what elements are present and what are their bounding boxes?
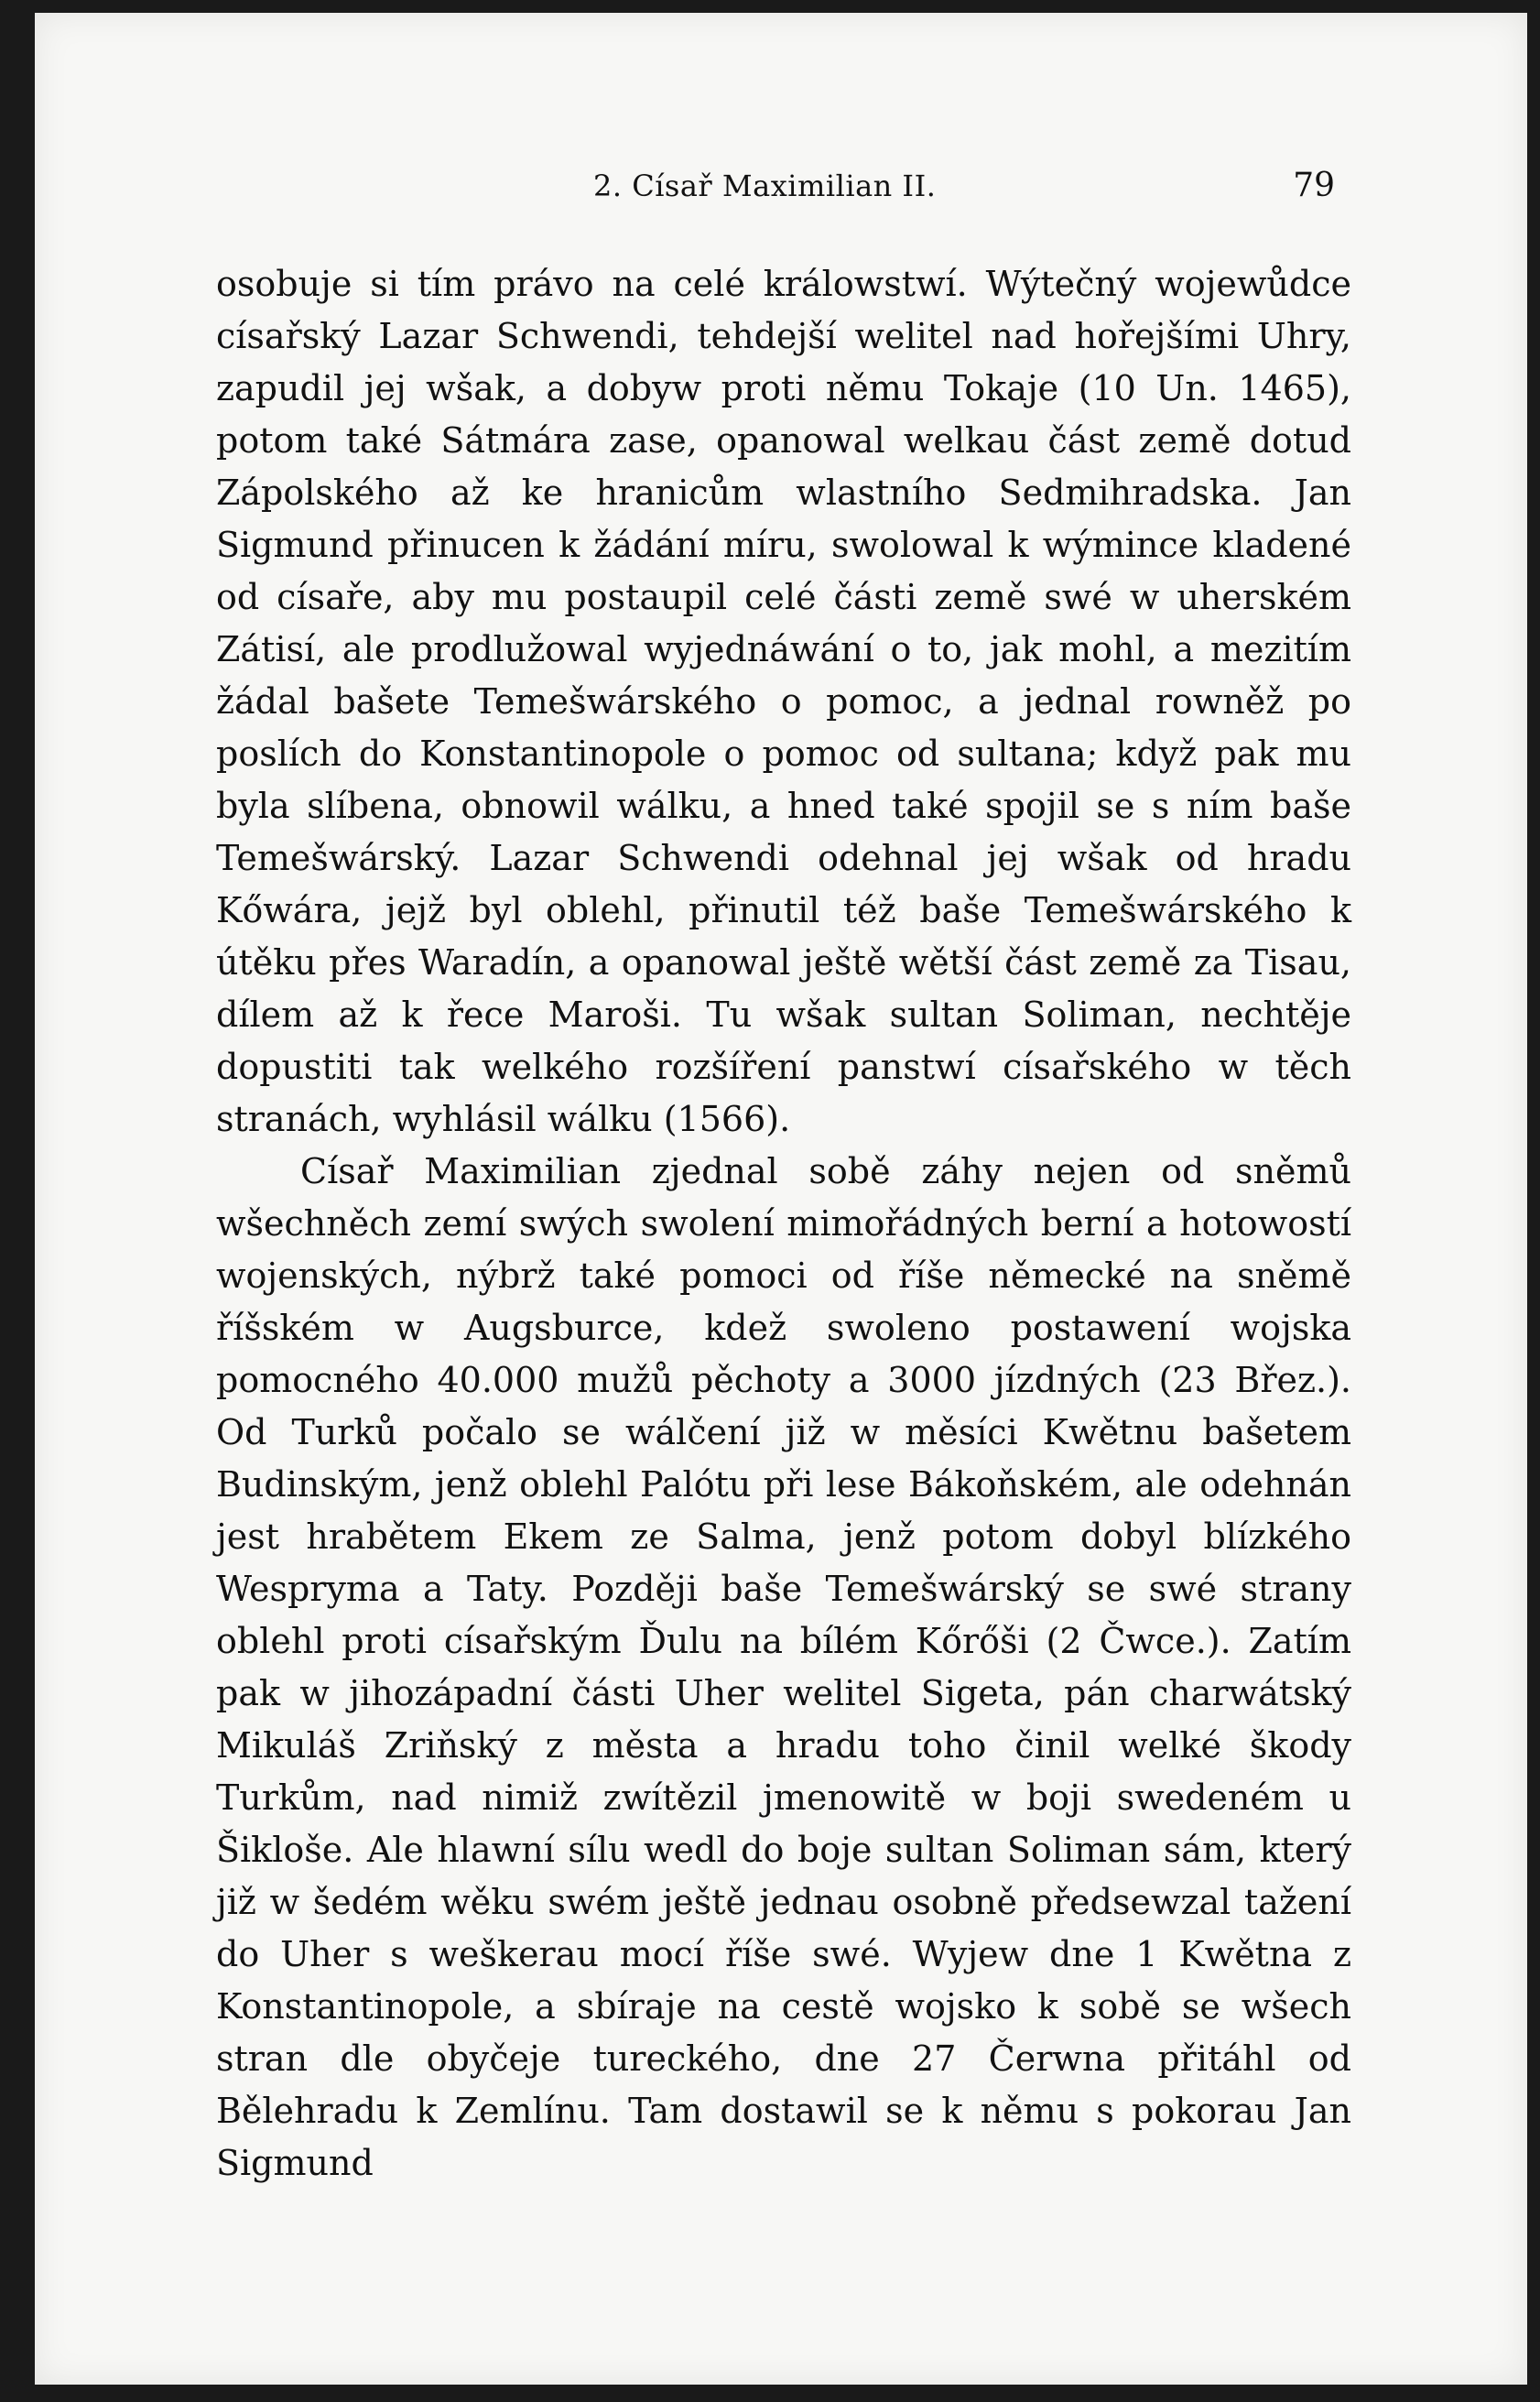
book-page bbox=[35, 13, 1527, 2385]
paragraph-maximilian: Císař Maximilian zjednal sobě záhy nejen od sněmů wšechněch zemí swých swolení mimořádných berní a hotowostí wojenských, nýbrž také pomoci od říše německé na sněmě říšském w Augsburce, kdež swoleno postawení wojska pomocného 40.000 mužů pěchoty a 3000 jízdných (23 Břez.). Od Turků počalo se wálčení již w měsíci Kwětnu bašetem Budinským, jenž oblehl Palótu při lese Bákoňském, ale odehnán jest hrabětem Ekem ze Salma, jenž potom dobyl blízkého Wespryma a Taty. Později baše Temešwárský se swé strany oblehl proti císařským Ďulu na bílém Kőrőši (2 Čwce.). Zatím pak w jihozápadní části Uher welitel Sigeta, pán charwátský Mikuláš Zriňský z města a hradu toho činil welké škody Turkům, nad nimiž zwítězil jmenowitě w boji swedeném u Šikloše. Ale hlawní sílu wedl do boje sultan Soliman sám, který již w šedém wěku swém ještě jednau osobně předsewzal tažení do Uher s weškerau mocí říše swé. Wyjew dne 1 Kwětna z Konstantinopole, a sbíraje na cestě wojsko k sobě se wšech stran dle obyčeje tureckého, dne 27 Čerwna přitáhl od Bělehradu k Zemlínu. Tam dostawil se k němu s pokorau Jan Sigmund bbox=[216, 1151, 1351, 2183]
paragraph-continuation: osobuje si tím právo na celé králowstwí. Wýtečný wojewůdce císařský Lazar Schwendi, tehdejší welitel nad hořejšími Uhry, zapudil jej wšak, a dobyw proti němu Tokaje (10 Un. 1465), potom také Sátmára zase, opanowal welkau část země dotud Zápolského až ke hranicům wlastního Sedmihradska. Jan Sigmund přinucen k žádání míru, swolowal k wýmince kladené od císaře, aby mu postaupil celé části země swé w uherském Zátisí, ale prodlužowal wyjednáwání o to, jak mohl, a mezitím žádal bašete Temešwárského o pomoc, a jednal rowněž po poslích do Konstantinopole o pomoc od sultana; když pak mu byla slíbena, obnowil wálku, a hned také spojil se s ním baše Temešwárský. Lazar Schwendi odehnal jej wšak od hradu Kőwára, jejž byl oblehl, přinutil též baše Temešwárského k útěku přes Waradín, a opanowal ještě wětší část země za Tisau, dílem až k řece Maroši. Tu wšak sultan Soliman, nechtěje dopustiti tak welkého rozšíření panstwí císařského w těch stranách, wyhlásil wálku (1566). bbox=[216, 264, 1351, 1139]
page-number: 79 bbox=[1293, 167, 1335, 204]
body-text bbox=[216, 258, 1351, 2190]
running-title: 2. Císař Maximilian II. bbox=[593, 168, 937, 203]
page-header bbox=[35, 159, 1527, 214]
